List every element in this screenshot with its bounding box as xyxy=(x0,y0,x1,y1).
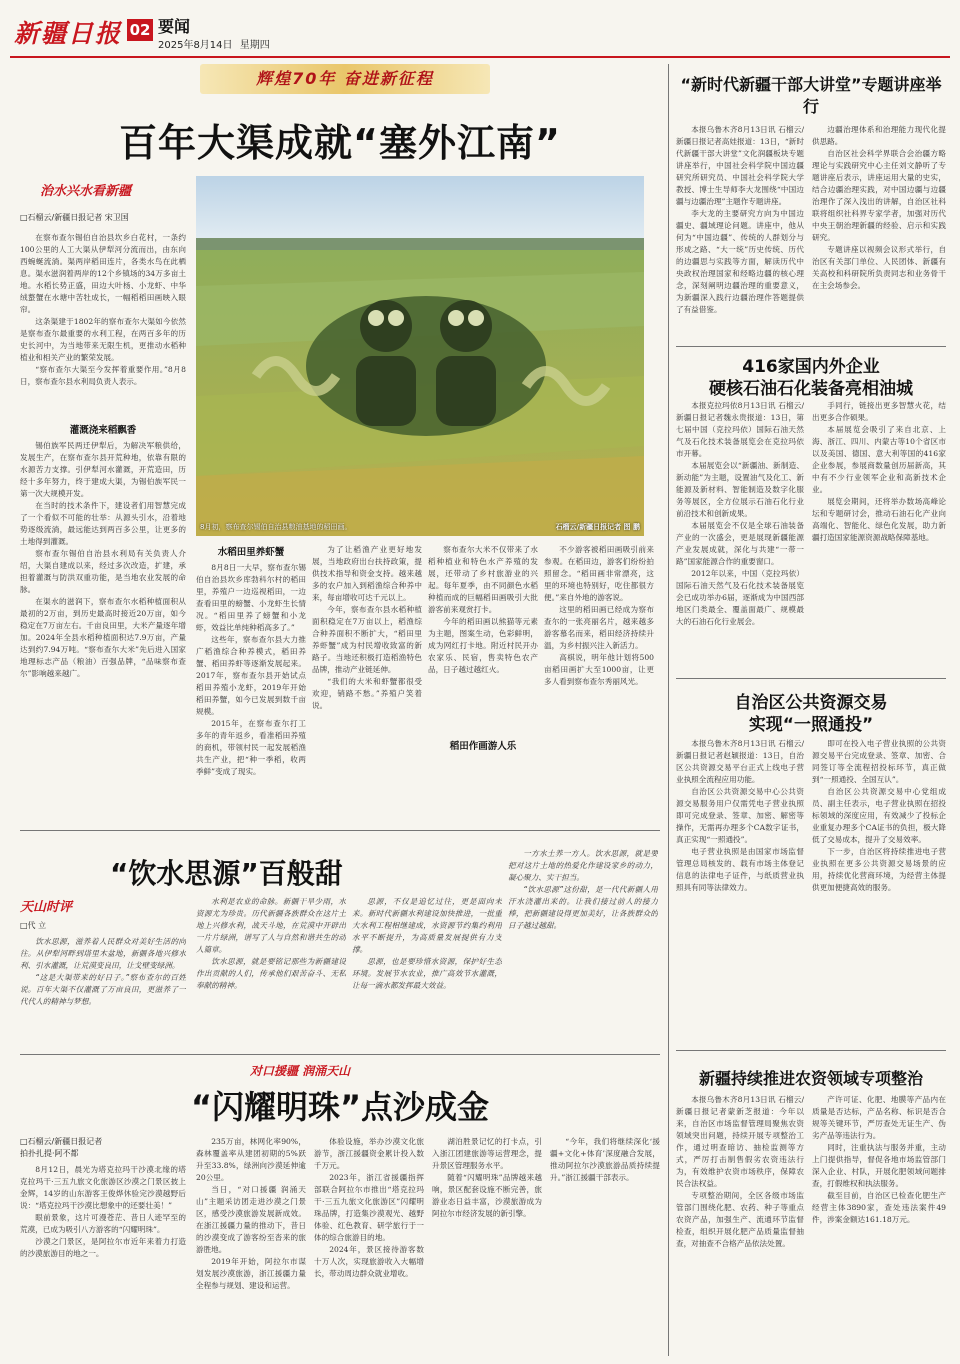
story6-byline-2: 拍扑扎提·阿不都 xyxy=(20,1149,79,1158)
paragraph: 体验设施，举办沙漠文化旅游节，浙江援疆资金累计投入数千万元。 xyxy=(314,1137,424,1170)
paragraph: 当日，“对口援疆 润涌天山”主题采访团走进沙漠之门景区，感受沙漠旅游发展新成效。在浙江援疆力量的推动下，昔日的沙漠变成了游客纷至沓来的旅游胜地。 xyxy=(196,1185,306,1254)
masthead-logo: 新疆日报 xyxy=(14,19,123,48)
story4-headline-2: 实现“一照通投” xyxy=(748,715,874,735)
story6-col5 xyxy=(550,1136,660,1356)
divider-right-3 xyxy=(676,1050,946,1051)
story5-col4 xyxy=(508,848,658,1048)
paragraph: 沙漠之门景区，是阿拉尔市近年来着力打造的沙漠旅游目的地之一。 xyxy=(20,1237,186,1258)
photo-caption: 8月初，察布查尔锡伯自治县粮油基地的稻田画。 xyxy=(200,523,352,531)
paragraph: 思源，也是要珍惜水资源，保护好生态环境。发展节水农业，推广高效节水灌溉，让每一滴水都发挥最大效益。 xyxy=(352,957,502,990)
paragraph: “察布查尔大渠至今发挥着重要作用。”8月8日，察布查尔县水利局负责人表示。 xyxy=(20,365,186,386)
paragraph: “今年，我们将继续深化‘援疆+文化+体育’深度融合发展，推动阿拉尔沙漠旅游品质持续提升。”浙江援疆干部表示。 xyxy=(550,1137,660,1182)
paragraph: “这是大渠带来的好日子。”察布查尔的百姓说。百年大渠不仅灌溉了万亩良田，更滋养了一代代人的精神与梦想。 xyxy=(20,973,186,1006)
paragraph: 随着“闪耀明珠”品牌越来越响，景区配套设施不断完善，旅游业态日益丰富，沙漠旅游成为阿拉尔市经济发展的新引擎。 xyxy=(432,1173,542,1218)
paragraph: 察布查尔锡伯自治县水利局有关负责人介绍，大渠自建成以来，经过多次改造，扩建，承担着灌溉与防洪双重功能，是当地农业发展的命脉。 xyxy=(20,549,186,594)
column-divider xyxy=(668,64,669,1356)
story5-byline: □代 立 xyxy=(20,921,47,930)
paragraph: 2023年，浙江省援疆指挥部联合阿拉尔市推出“塔克拉玛干·三五九旅文化旅游区”闪耀明珠品牌，打造集沙漠观光、越野体验、红色教育、研学旅行于一体的综合旅游目的地。 xyxy=(314,1173,424,1242)
story7-headline: 新疆持续推进农资领域专项整治 xyxy=(698,1069,923,1088)
story6-col3 xyxy=(314,1136,424,1356)
story5-column-logo: 天山时评 xyxy=(20,900,73,915)
story6-headline: “闪耀明珠”点沙成金 xyxy=(190,1088,490,1126)
story3-headline-2: 硬核石油石化装备亮相油城 xyxy=(709,379,913,399)
banner-text: 辉煌70年 奋进新征程 xyxy=(256,69,434,88)
story2-col1 xyxy=(676,124,804,340)
paragraph: 一方水土养一方人。饮水思源，就是要把对这片土地的热爱化作建设家乡的动力，凝心聚力、实干担当。 xyxy=(508,849,658,882)
story5-col2 xyxy=(196,896,346,1048)
story1-col3 xyxy=(196,562,306,824)
story3-headline-1: 416家国内外企业 xyxy=(742,357,880,377)
section-title: 要闻 xyxy=(158,17,191,36)
page-number-badge: 02 xyxy=(127,19,153,41)
paragraph: 本报克拉玛依8月13日讯 石榴云/新疆日报记者魏永贵报道：13日，第七届中国（克拉玛依）国际石油天然气及石化技术装备展览会在克拉玛依市开幕。 xyxy=(676,401,804,458)
story1-subheading-2: 水稻田里养虾蟹 xyxy=(217,547,285,558)
paragraph: 235万亩，林网化率90%，森林覆盖率从建团初期的5%跃升至33.8%，绿洲向沙漠延伸逾20公里。 xyxy=(196,1137,306,1182)
paragraph: 自治区公共资源交易中心公共资源交易服务用户仅需凭电子营业执照即可完成登录、签章、加密、解密等操作，无需再办理多个CA数字证书，真正实现“一照通投”。 xyxy=(676,787,804,844)
story7-col2 xyxy=(812,1094,946,1356)
paragraph: 截至目前，自治区已检查化肥生产经营主体3890家，查处违法案件49件，涉案金额达161.18万元。 xyxy=(812,1191,946,1224)
divider-left-2 xyxy=(20,1054,660,1055)
story5-headline: “饮水思源”百般甜 xyxy=(110,857,343,890)
story1-col6 xyxy=(544,544,654,824)
masthead xyxy=(10,6,950,54)
story1-column-logo: 治水兴水看新疆 xyxy=(40,184,132,199)
paragraph: 湖泊胜景记忆的打卡点，引入浙江团建旅游等运营理念，提升景区管理服务水平。 xyxy=(432,1137,542,1170)
paragraph: 2019年开始，阿拉尔市谋划发展沙漠旅游，浙江援疆力量全程参与规划、建设和运营。 xyxy=(196,1257,306,1290)
paragraph: 同时，注重执法与服务并重，主动上门提供指导，督促各地市场监管部门深入企业、村队，开展化肥领域问题排查，打假维权和执法服务。 xyxy=(812,1143,946,1188)
story6-byline-1: □石榴云/新疆日报记者 xyxy=(20,1137,103,1146)
paragraph: 本届展览会吸引了来自北京、上海、浙江、四川、内蒙古等10个省区市以及美国、德国、意大利等国的416家企业参展，参展商数量创历届新高，其中有不少行业领军企业和高新技术企业。 xyxy=(812,425,946,494)
story2-col2 xyxy=(812,124,946,340)
paragraph: 在察布查尔锡伯自治县坎乡白花村，一条约100公里的人工大渠从伊犁河分流而出，由东向西蜿蜒流淌。渠两岸稻田连片，各类水鸟在此栖息。渠水滋润着两岸的12个乡镇场的34万多亩土地。水稻长势正盛，田边大叶杨、小龙虾、中华绒螯蟹在水塘中苦牡成长，一幅稻稻田画映入眼帘。 xyxy=(20,233,186,314)
story6-col2 xyxy=(196,1136,306,1356)
story1-subheading-1: 灌溉浇来稻飘香 xyxy=(69,425,137,436)
paragraph: 这条渠建于1802年的察布查尔大渠如今依然是察布查尔最重要的水利工程，在两百多年的历史长河中，为当地带来无限生机，更推动水稻种植业和相关产业的繁荣发展。 xyxy=(20,317,186,362)
paragraph: 饮水思源，就是要铭记那些为新疆建设作出贡献的人们，传承他们艰苦奋斗、无私奉献的精神。 xyxy=(196,957,346,990)
paragraph: 为了让稻渔产业更好地发展，当地政府出台扶持政策，提供技术指导和资金支持。越来越多的农户加入到稻渔综合种养中来，每亩增收可达千元以上。 xyxy=(312,545,422,602)
paragraph: 本届展览会不仅是全球石油装备产业的一次盛会，更是展现新疆能源产业发展成就，深化与共建“一带一路”国家能源合作的重要窗口。 xyxy=(676,521,804,566)
paragraph: 展览会期间，还将举办数场高峰论坛和专题研讨会，推动石油石化产业向高端化、智能化、绿色化发展，助力新疆打造国家能源资源战略保障基地。 xyxy=(812,497,946,542)
story1-col1b xyxy=(20,440,186,818)
paragraph: “饮水思源”这份甜，是一代代新疆人用汗水浇灌出来的。让我们接过前人的接力棒，把新疆建设得更加美好，让各族群众的日子越过越甜。 xyxy=(508,885,658,930)
paragraph: 高棋说，明年他计划将500亩稻田画扩大至1000亩，让更多人看到察布查尔秀丽风光。 xyxy=(544,653,654,686)
paragraph: 2015年，在察布查尔打工多年的青年返乡，看准稻田养殖的商机，带领村民一起发展稻渔共生产业，把“种一季稻，收两季鲜”变成了现实。 xyxy=(196,719,306,776)
divider-left-1 xyxy=(20,830,660,831)
story6-col1 xyxy=(20,1164,186,1356)
story1-headline: 百年大渠成就“塞外江南” xyxy=(119,121,561,165)
divider-right-1 xyxy=(676,346,946,347)
story5-col3 xyxy=(352,896,502,1048)
date-text: 2025年8月14日 xyxy=(158,40,233,51)
story5-col1 xyxy=(20,936,186,1048)
paragraph: 在当时的技术条件下，建设者们用智慧完成了一个看似不可能的壮举：从源头引水，沿着地势逐级流淌，最远能达到两百多公里，让更多的土地得到灌溉。 xyxy=(20,501,186,546)
paragraph: 水利是农业的命脉。新疆干旱少雨，水资源尤为珍贵。历代新疆各族群众在这片土地上兴修水利，战天斗地，在荒漠中开辟出一片片绿洲，谱写了人与自然和谐共生的动人篇章。 xyxy=(196,897,346,954)
paragraph: 今年，察布查尔县水稻种植面积稳定在7万亩以上，稻渔综合种养面积不断扩大，“稻田里养虾蟹”成为村民增收致富的新路子。当地还积极打造稻渔特色品牌，推动产业链延伸。 xyxy=(312,605,422,674)
story1-col1 xyxy=(20,232,186,417)
story4-col1 xyxy=(676,738,804,1044)
paragraph: 产许可证、化肥、地膜等产品内在质量是否达标，产品名称、标识是否合规等关键环节，严厉查处无证生产、伪劣产品等违法行为。 xyxy=(812,1095,946,1140)
paragraph: 2012年以来，中国（克拉玛依）国际石油天然气及石化技术装备展览会已成功举办6届，逐渐成为中国西部地区门类最全、覆盖面最广、规模最大的石油石化行业展会。 xyxy=(676,569,804,626)
paragraph: 察布查尔大米不仅带来了水稻种植业和特色水产养殖的发展，还带动了乡村旅游业的兴起。每年夏季，由不同颜色水稻种植而成的巨幅稻田画吸引大批游客前来观赏打卡。 xyxy=(428,545,538,614)
paragraph: 在渠水的滋润下，察布查尔水稻种植面积从最初的2万亩，到历史最高时接近20万亩，如今稳定在7万亩左右。千亩良田里，大米产量逐年增加。2024年全县水稻种植面积达7.9万亩，产量达到约7.94万吨。“察布查尔大米”先后进入国家地理标志产品（粮油）百强品牌，“品味察布查尔”影响越来越广。 xyxy=(20,597,186,678)
story3-col1 xyxy=(676,400,804,672)
paragraph: 本届展览会以“新疆油、新制造、新动能”为主题，设置油气及化工、新能源及新材料、智能制造及数字化服务等展区，全方位展示石油石化行业前沿技术和创新成果。 xyxy=(676,461,804,518)
story7-col1 xyxy=(676,1094,804,1356)
paragraph: 这里的稻田画已经成为察布查尔的一张亮丽名片，越来越多游客慕名而来，稻田经济持续升温，为乡村振兴注入新活力。 xyxy=(544,605,654,650)
paragraph: 不少游客被稻田画吸引前来参观。在稻田边，游客们纷纷拍照留念。“稻田画非常漂亮，这里的环境也特别好，吃住都很方便。”来自外地的游客说。 xyxy=(544,545,654,602)
story6-column-logo: 对口援疆 润涌天山 xyxy=(250,1064,351,1078)
paragraph: 本报乌鲁木齐8月13日讯 石榴云/新疆日报记者蒙新芝报道：今年以来，自治区市场监督管理局聚焦农资领域突出问题，持续开展专项整治工作，通过明查暗访、抽检监测等方式，严厉打击制售假劣农资违法行为，有效维护农资市场秩序，保障农民合法权益。 xyxy=(676,1095,804,1188)
story1-subheading-3: 稻田作画游人乐 xyxy=(449,741,517,752)
paragraph: 思源，不仅是追忆过往，更是面向未来。新时代新疆水利建设加快推进，一批重大水利工程相继建成，水资源节约集约利用水平不断提升，为高质量发展提供有力支撑。 xyxy=(352,897,502,954)
paragraph: 眼前景象，这片可漫苍茫、昔日人迹罕至的荒漠，已成为吸引八方游客的“闪耀明珠”。 xyxy=(20,1213,186,1234)
paragraph: 今年的稻田画以熊猫等元素为主题，图案生动，色彩鲜明，成为网红打卡地。附近村民开办农家乐、民宿，售卖特色农产品，日子越过越红火。 xyxy=(428,617,538,674)
paragraph: 手同行，链接出更多智慧火花，结出更多合作硕果。 xyxy=(812,401,946,422)
anniversary-banner xyxy=(200,64,490,94)
paragraph: “我们的大米和虾蟹都很受欢迎，销路不愁。”养殖户笑着说。 xyxy=(312,677,422,710)
issue-date xyxy=(158,36,270,51)
paragraph: 8月12日，晨光为塔克拉玛干沙漠北缘的塔克拉玛干·三五九旅文化旅游区沙漠之门景区披上金辉，14岁的山东游客王俊烨休验完沙漠越野后说：“塔克拉玛干沙漠比想象中的还要壮美！” xyxy=(20,1165,186,1210)
masthead-divider xyxy=(10,56,950,58)
paragraph: 专题讲座以视频会议形式举行，自治区有关部门单位、人民团体、新疆有关高校和科研院所负责同志和业务骨干在主会场参会。 xyxy=(812,245,946,290)
paragraph: 8月8日一大早，察布查尔锡伯自治县坎乡库勃科尔村的稻田里，养殖户一边巡视稻田，一边查看田里的螃蟹、小龙虾生长情况。“稻田里养了螃蟹和小龙虾，效益比单纯种稻高多了。” xyxy=(196,563,306,632)
weekday-text: 星期四 xyxy=(239,40,270,51)
paragraph: 本报乌鲁木齐8月13日讯 石榴云/新疆日报记者赵颖报道：13日，自治区公共资源交易平台正式上线电子营业执照全流程应用功能。 xyxy=(676,739,804,784)
paragraph: 李大龙的主要研究方向为中国边疆史、疆域理论问题。讲座中，他从何为“中国边疆”、传统的人群划分与形成之路、“大一统”历史传统、历代的边疆思与实践等方面，解读历代中央政权治理国家和经略边疆的核心理念，深刻阐明边疆治理的重要意义，为新疆深入践行边疆治理作答题提供了有益借鉴。 xyxy=(676,209,804,314)
story2-headline: “新时代新疆干部大讲堂”专题讲座举行 xyxy=(680,75,942,116)
paragraph: 2024年，景区接待游客数十万人次，实现旅游收入大幅增长，带动周边群众就业增收。 xyxy=(314,1245,424,1278)
divider-right-2 xyxy=(676,678,946,679)
story1-col4 xyxy=(312,544,422,824)
paragraph: 饮水思源，滋养着人民群众对美好生活的向往。从伊犁河畔到塔里木盆地，新疆各地兴修水利、引水灌溉，让荒漠变良田，让戈壁变绿洲。 xyxy=(20,937,186,970)
story1-byline: □石榴云/新疆日报记者 宋卫国 xyxy=(20,213,129,222)
paragraph: 自治区公共资源交易中心党组成员、副主任表示，电子营业执照在招投标领域的深度应用，有效减少了投标企业重复办理多个CA证书的负担，极大降低了交易成本，提升了交易效率。 xyxy=(812,787,946,844)
paragraph: 锡伯族军民两迁伊犁后，为解决军粮供给，发展生产，在察布查尔县开荒种地，依靠有限的水源苦力支撑。引伊犁河水灌溉，开荒造田，历经十多年努力，终于建成大渠，为锡伯族军民一第一次大规模开发。 xyxy=(20,441,186,498)
rice-field-photo xyxy=(196,176,644,536)
story3-col2 xyxy=(812,400,946,672)
photo-credit: 石榴云/新疆日报记者 图 鹏 xyxy=(555,523,640,531)
paragraph: 边疆治理体系和治理能力现代化提供思路。 xyxy=(812,125,946,146)
story4-col2 xyxy=(812,738,946,1044)
paragraph: 即可在投入电子营业执照的公共资源交易平台完成登录、签章、加密、合同签订等全流程招投标环节，真正做到“一照通投、全国互认”。 xyxy=(812,739,946,784)
story1-col5 xyxy=(428,544,538,734)
story6-col4 xyxy=(432,1136,542,1356)
story4-headline-1: 自治区公共资源交易 xyxy=(734,693,888,713)
paragraph: 电子营业执照是由国家市场监督管理总局核发的、载有市场主体登记信息的法律电子证件，与纸质营业执照具有同等法律效力。 xyxy=(676,847,804,892)
paragraph: 本报乌鲁木齐8月13日讯 石榴云/新疆日报记者高娃报道：13日，“新时代新疆干部大讲堂”文化润疆板块专题讲座举行，中国社会科学院中国边疆研究所研究员、中国社会科学院大学教授、博士生导师李大龙围绕“中国边疆与边疆治理”主题作专题讲座。 xyxy=(676,125,804,206)
rice-field-illustration xyxy=(196,176,644,536)
paragraph: 专项整治期间，全区各级市场监管部门围绕化肥、农药、种子等重点农资产品，加强生产、流通环节监督检查，组织开展化肥产品质量监督抽查，对抽查不合格产品依法处置。 xyxy=(676,1191,804,1248)
paragraph: 这些年，察布查尔县大力推广稻渔综合种养模式，稻田养蟹、稻田养虾等逐渐发展起来。2017年，察布查尔县开始试点稻田养殖小龙虾，2019年开始稻田养蟹，如今已发展到数千亩规模。 xyxy=(196,635,306,716)
paragraph: 下一步，自治区将持续推进电子营业执照在更多公共资源交易场景的应用，持续优化营商环境，为经营主体提供更加便捷高效的服务。 xyxy=(812,847,946,892)
paragraph: 自治区社会科学界联合会治疆方略理论与实践研究中心主任刘文静听了专题讲座后表示，讲座运用大量的史实，结合边疆治理实践，对中国边疆与边疆治理作了深入浅出的讲解，自治区社科联将组织社科界专家学者，加强对历代中央王朝治理新疆的经验、启示和实践研究。 xyxy=(812,149,946,242)
